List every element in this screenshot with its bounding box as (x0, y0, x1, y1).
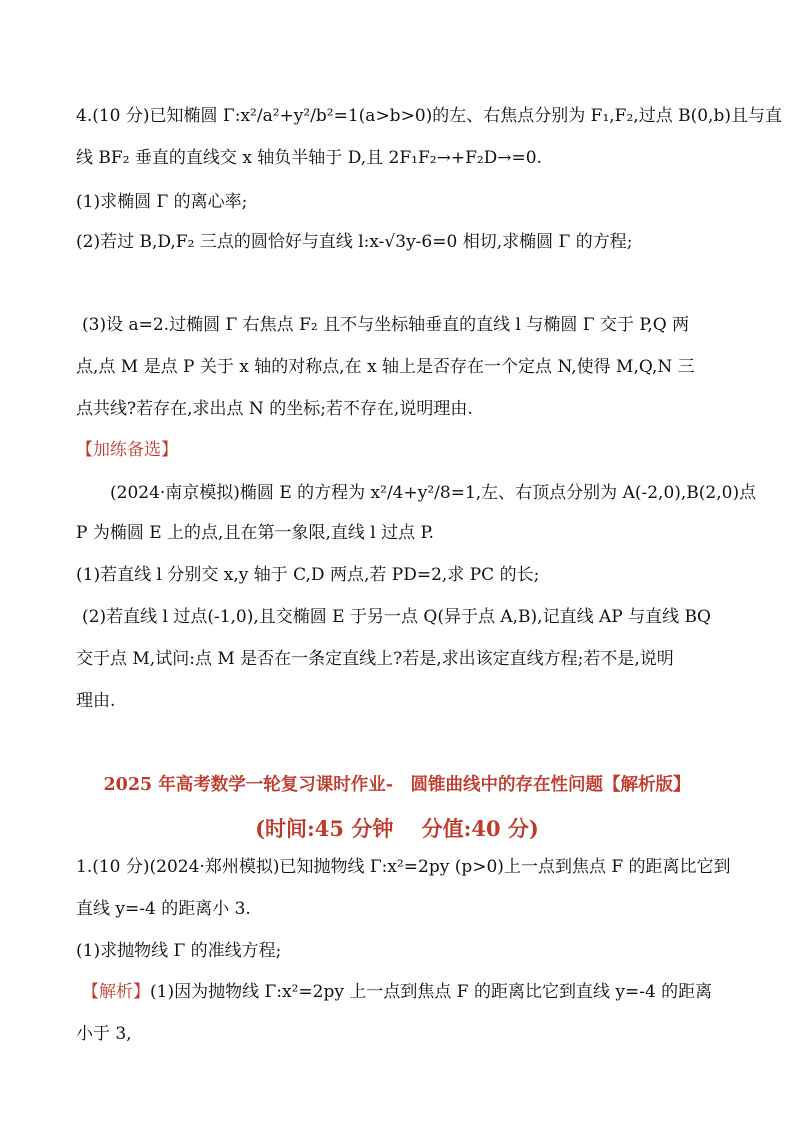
extra-q2-line3: 理由. (76, 691, 116, 711)
problem4-q3-line3: 点共线?若存在,求出点 N 的坐标;若不存在,说明理由. (76, 399, 473, 419)
problem4-q3-line1: (3)设 a=2.过椭圆 Γ 右焦点 F₂ 且不与坐标轴垂直的直线 l 与椭圆 Γ 交于 P,Q 两 (82, 315, 690, 335)
extra-line1: (2024·南京模拟)椭圆 E 的方程为 x²/4+y²/8=1,左、右顶点分别为 A(-2,0),B(2,0)点 (110, 483, 757, 503)
answer-p1-line1: 1.(10 分)(2024·郑州模拟)已知抛物线 Γ:x²=2py (p>0)上一点到焦点 F 的距离比它到 (76, 857, 731, 877)
extra-q2-line1: (2)若直线 l 过点(-1,0),且交椭圆 E 于另一点 Q(异于点 A,B),记直线 AP 与直线 BQ (82, 607, 711, 627)
extra-practice-tag: 【加练备选】 (76, 440, 178, 460)
analysis-text: (1)因为抛物线 Γ:x²=2py 上一点到焦点 F 的距离比它到直线 y=-4 的距离 (150, 982, 713, 1002)
problem4-line2: 线 BF₂ 垂直的直线交 x 轴负半轴于 D,且 2F₁F₂→+F₂D→=0. (76, 148, 543, 168)
analysis-line1 (82, 980, 734, 1004)
answer-p1-q1: (1)求抛物线 Γ 的准线方程; (76, 941, 282, 961)
extra-q2-line2: 交于点 M,试问:点 M 是否在一条定直线上?若是,求出该定直线方程;若不是,说明 (76, 649, 674, 669)
extra-line2: P 为椭圆 E 上的点,且在第一象限,直线 l 过点 P. (76, 523, 434, 543)
analysis-line2: 小于 3, (76, 1024, 132, 1044)
analysis-tag: 【解析】 (82, 982, 150, 1002)
answer-p1-line2: 直线 y=-4 的距离小 3. (76, 899, 251, 919)
answer-section-title: 2025 年高考数学一轮复习课时作业- 圆锥曲线中的存在性问题【解析版】 (103, 775, 691, 795)
problem4-q3-line2: 点,点 M 是点 P 关于 x 轴的对称点,在 x 轴上是否存在一个定点 N,使得 M,Q,N 三 (76, 357, 695, 377)
problem4-q2: (2)若过 B,D,F₂ 三点的圆恰好与直线 l:x-√3y-6=0 相切,求椭圆 Γ 的方程; (76, 232, 633, 252)
problem4-q1: (1)求椭圆 Γ 的离心率; (76, 192, 248, 212)
answer-section-subtitle: (时间:45 分钟 分值:40 分) (255, 816, 539, 841)
extra-q1: (1)若直线 l 分别交 x,y 轴于 C,D 两点,若 PD=2,求 PC 的长; (76, 565, 540, 585)
problem4-line1: 4.(10 分)已知椭圆 Γ:x²/a²+y²/b²=1(a>b>0)的左、右焦点分别为 F₁,F₂,过点 B(0,b)且与直 (76, 106, 782, 126)
